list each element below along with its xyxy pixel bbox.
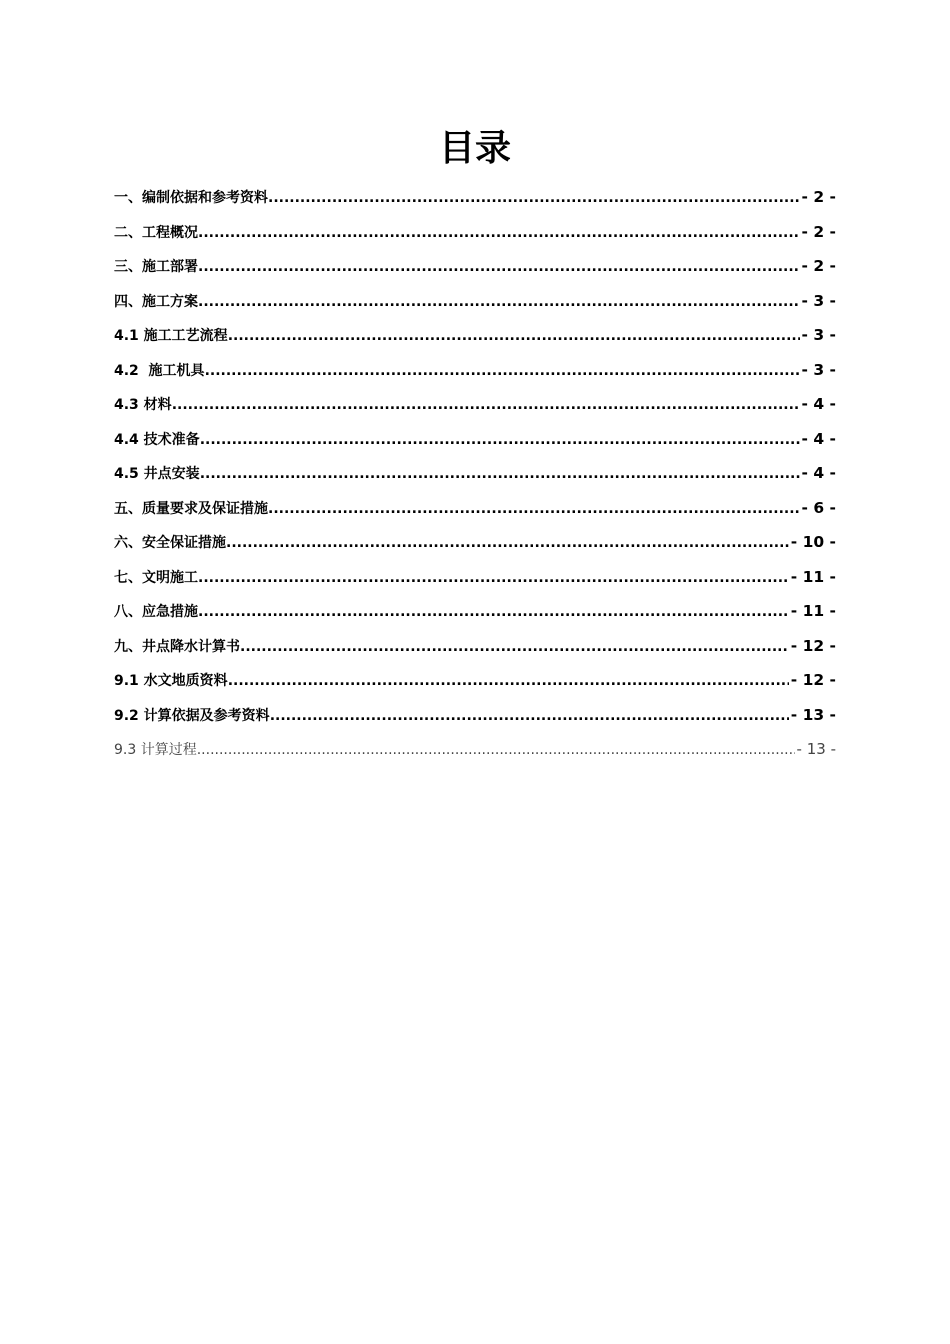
toc-entry-label: 六、安全保证措施 bbox=[114, 535, 226, 551]
toc-page-number: - 3 - bbox=[801, 326, 836, 344]
toc-page-number: - 11 - bbox=[790, 567, 836, 586]
toc-page-number: - 11 - bbox=[790, 602, 836, 620]
toc-page-number: - 4 - bbox=[801, 429, 836, 448]
toc-entry[interactable] bbox=[114, 560, 836, 595]
toc-entry[interactable] bbox=[114, 422, 836, 457]
toc-entry-label: 三、施工部署 bbox=[114, 259, 198, 275]
toc-entry-label: 九、井点降水计算书 bbox=[114, 638, 240, 655]
toc-dot-leader bbox=[198, 561, 789, 596]
toc-dot-leader bbox=[197, 733, 795, 768]
toc-entry-label: 9.3 计算过程 bbox=[114, 742, 197, 758]
toc-page-number: - 4 - bbox=[801, 464, 836, 482]
page-title: 目录 bbox=[438, 128, 511, 169]
toc-entry[interactable] bbox=[114, 215, 836, 250]
toc-dot-leader bbox=[200, 423, 800, 458]
toc-dot-leader bbox=[198, 216, 800, 251]
toc-dot-leader bbox=[240, 630, 789, 665]
toc-page-number: - 2 - bbox=[801, 188, 836, 206]
toc-entry[interactable] bbox=[114, 249, 836, 284]
toc-page-number: - 10 - bbox=[790, 533, 836, 551]
toc-entry[interactable] bbox=[114, 456, 836, 491]
toc-entry[interactable] bbox=[114, 732, 836, 767]
toc-entry[interactable] bbox=[114, 629, 836, 664]
toc-entry-label: 4.5 井点安装 bbox=[114, 466, 200, 482]
toc-entry[interactable] bbox=[114, 318, 836, 353]
toc-entry[interactable] bbox=[114, 594, 836, 629]
toc-entry-label: 五、质量要求及保证措施 bbox=[114, 500, 268, 517]
toc-dot-leader bbox=[226, 526, 789, 561]
toc-entry[interactable] bbox=[114, 698, 836, 733]
toc-page-number: - 3 - bbox=[801, 291, 836, 310]
toc-entry-label: 二、工程概况 bbox=[114, 224, 198, 241]
toc-entry-label: 一、编制依据和参考资料 bbox=[114, 190, 268, 206]
table-of-contents bbox=[114, 180, 836, 767]
toc-dot-leader bbox=[198, 250, 800, 285]
toc-dot-leader bbox=[268, 492, 800, 527]
toc-entry-label: 七、文明施工 bbox=[114, 569, 198, 586]
toc-entry[interactable] bbox=[114, 284, 836, 319]
toc-page-number: - 13 - bbox=[790, 705, 836, 724]
toc-page-number: - 6 - bbox=[801, 498, 836, 517]
toc-entry-label: 八、应急措施 bbox=[114, 604, 198, 620]
toc-dot-leader bbox=[198, 285, 800, 320]
toc-entry[interactable] bbox=[114, 525, 836, 560]
toc-entry-label: 4.1 施工工艺流程 bbox=[114, 328, 228, 344]
toc-page-number: - 3 - bbox=[801, 360, 836, 379]
toc-dot-leader bbox=[205, 354, 800, 389]
toc-dot-leader bbox=[228, 319, 800, 354]
toc-page-number: - 12 - bbox=[790, 671, 836, 689]
toc-entry[interactable] bbox=[114, 491, 836, 526]
toc-page-number: - 13 - bbox=[796, 740, 836, 758]
toc-entry[interactable] bbox=[114, 180, 836, 215]
toc-entry-label: 9.1 水文地质资料 bbox=[114, 673, 228, 689]
toc-page-number: - 2 - bbox=[801, 257, 836, 275]
toc-entry[interactable] bbox=[114, 663, 836, 698]
toc-entry-label: 4.4 技术准备 bbox=[114, 431, 200, 448]
toc-page-number: - 2 - bbox=[801, 222, 836, 241]
toc-entry-label: 9.2 计算依据及参考资料 bbox=[114, 707, 270, 724]
toc-entry-label: 4.3 材料 bbox=[114, 397, 172, 413]
toc-dot-leader bbox=[268, 181, 800, 216]
toc-dot-leader bbox=[172, 388, 800, 423]
toc-dot-leader bbox=[198, 595, 789, 630]
toc-entry-label: 4.2 施工机具 bbox=[114, 362, 205, 379]
toc-entry[interactable] bbox=[114, 353, 836, 388]
toc-dot-leader bbox=[200, 457, 800, 492]
toc-page-number: - 12 - bbox=[790, 636, 836, 655]
toc-dot-leader bbox=[228, 664, 789, 699]
toc-entry[interactable] bbox=[114, 387, 836, 422]
toc-dot-leader bbox=[270, 699, 789, 734]
toc-page-number: - 4 - bbox=[801, 395, 836, 413]
toc-entry-label: 四、施工方案 bbox=[114, 293, 198, 310]
